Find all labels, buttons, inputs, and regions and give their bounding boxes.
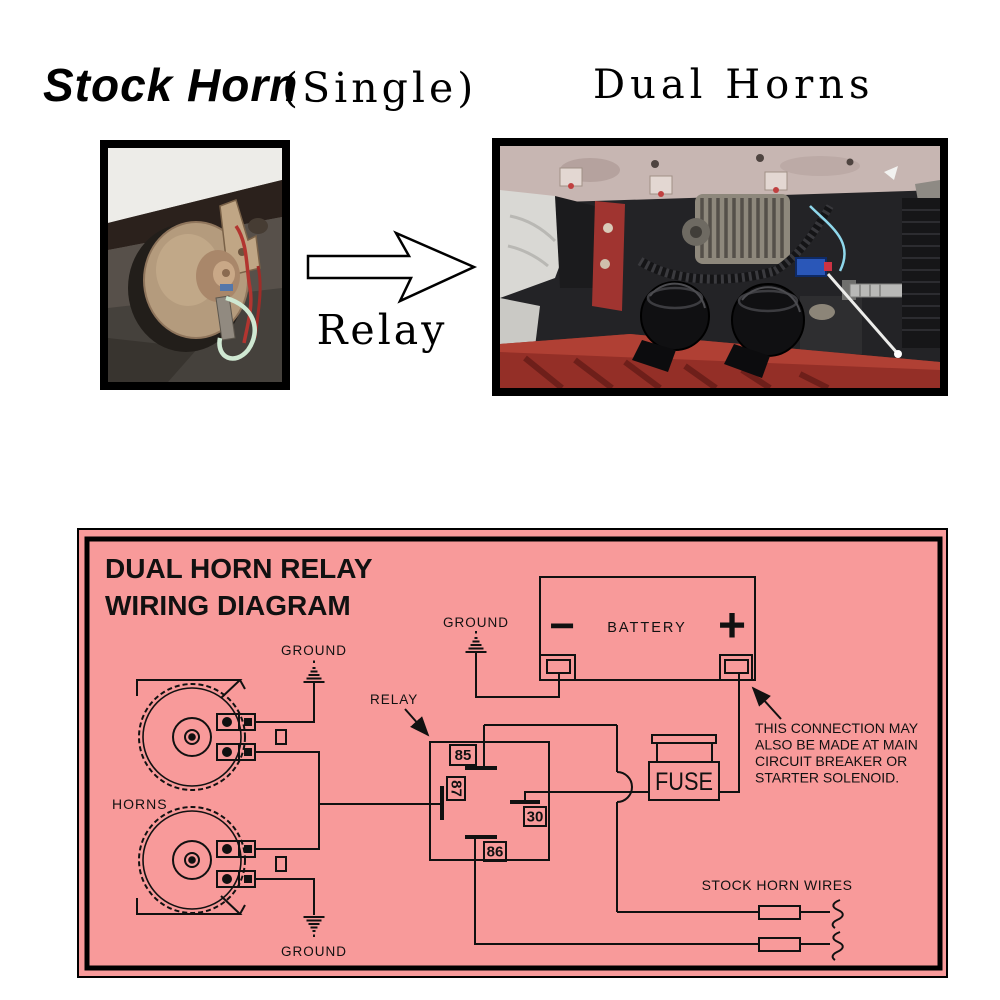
horn-symbol-bottom: [137, 807, 286, 914]
stock-horn-photo-art: [108, 148, 282, 382]
ground-label-horn-top: GROUND: [281, 643, 347, 658]
relay-pin-85: 85: [454, 747, 472, 764]
ground-label-battery: GROUND: [443, 615, 509, 630]
ground-symbol-battery: [466, 631, 487, 652]
horn-symbol-top: [137, 680, 286, 790]
fuse-symbol: [649, 735, 719, 800]
note-line-2: ALSO BE MADE AT MAIN: [755, 736, 918, 753]
ground-symbol-horn-top: [304, 661, 325, 683]
relay-pointer-arrow-icon: [405, 709, 428, 735]
ground-symbol-horn-bottom: [304, 917, 325, 937]
horns-label: HORNS: [112, 796, 168, 812]
stock-horn-wires-label: STOCK HORN WIRES: [701, 877, 853, 893]
relay-pin-87: 87: [447, 780, 465, 797]
connection-note: [755, 720, 919, 786]
transition-arrow: [306, 226, 481, 306]
battery-minus-sign: −: [549, 601, 575, 651]
battery-plus-sign: +: [717, 599, 747, 653]
diagram-title-line1: DUAL HORN RELAY: [105, 553, 373, 584]
title-stock-horn: Stock Horn: [43, 59, 299, 111]
note-pointer-arrow-icon: [753, 688, 781, 719]
dual-horns-photo: [492, 138, 948, 396]
arrow-label-relay: Relay: [316, 306, 448, 354]
title-single: (Single): [282, 64, 478, 112]
relay-pin-30: 30: [526, 808, 544, 826]
fuse-label: FUSE: [655, 768, 713, 796]
relay-pin-86: 86: [486, 843, 504, 861]
battery-label: BATTERY: [607, 620, 687, 636]
wiring-diagram: [77, 528, 948, 978]
ground-label-horn-bottom: GROUND: [281, 944, 347, 959]
stock-horn-photo: [100, 140, 290, 390]
note-line-4: STARTER SOLENOID.: [755, 769, 900, 786]
note-line-1: THIS CONNECTION MAY: [755, 720, 919, 736]
stock-horn-wire-connectors: [759, 900, 843, 960]
wiring-diagram-svg: [79, 530, 946, 976]
note-line-3: CIRCUIT BREAKER OR: [755, 753, 908, 769]
wires: [255, 652, 830, 944]
diagram-title-line2: WIRING DIAGRAM: [105, 590, 351, 621]
title-dual-horns: Dual Horns: [593, 62, 875, 108]
relay-box: [430, 742, 549, 861]
relay-label: RELAY: [370, 692, 419, 707]
battery-box: [540, 577, 755, 680]
dual-horns-photo-art: [500, 146, 940, 388]
right-arrow-icon: [306, 226, 481, 306]
